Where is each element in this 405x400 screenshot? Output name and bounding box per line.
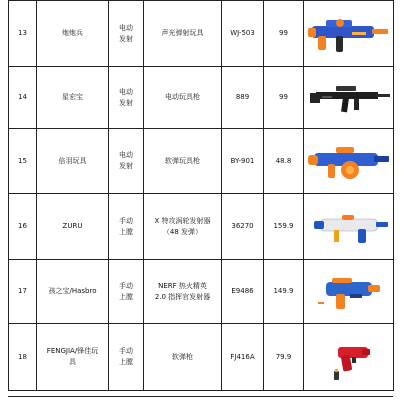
blue-orange-nerf-blaster-image (306, 266, 394, 318)
row-number: 13 (9, 1, 37, 67)
brand-cell: 炮炮兵 (37, 1, 109, 67)
black-rifle-toy-image (306, 72, 394, 124)
fire-mode-cell: 电动 发射 (109, 67, 144, 129)
table-row (9, 324, 394, 391)
brand-cell: 星宏宝 (37, 67, 109, 129)
row-number: 17 (9, 260, 37, 324)
row-number: 16 (9, 194, 37, 260)
price-cell: 159.9 (264, 194, 304, 260)
brand-cell: 孩之宝/Hasbro (37, 260, 109, 324)
model-cell: E9486 (222, 260, 264, 324)
blue-orange-motorized-blaster-image (306, 8, 394, 60)
model-cell: BY-901 (222, 129, 264, 194)
product-image-cell (304, 67, 394, 129)
blue-orange-drum-blaster-image (306, 135, 394, 187)
model-cell: 889 (222, 67, 264, 129)
product-image-cell (304, 1, 394, 67)
table-row (9, 194, 394, 260)
row-number: 14 (9, 67, 37, 129)
red-pistol-with-dart-image (306, 331, 394, 383)
brand-cell: FENGJIA/锋佳玩 具 (37, 324, 109, 391)
product-name-cell: 软弹枪 (144, 324, 222, 391)
price-cell: 48.8 (264, 129, 304, 194)
brand-cell: 倍羽玩具 (37, 129, 109, 194)
row-number: 15 (9, 129, 37, 194)
product-name-cell: NERF 热火精英 2.0 指挥官发射器 (144, 260, 222, 324)
product-image-cell (304, 129, 394, 194)
product-name-cell: 电动玩具枪 (144, 67, 222, 129)
product-image-cell (304, 260, 394, 324)
table-row (9, 67, 394, 129)
brand-cell: ZURU (37, 194, 109, 260)
table-row (9, 260, 394, 324)
row-number: 18 (9, 324, 37, 391)
fire-mode-cell: 手动 上膛 (109, 324, 144, 391)
fire-mode-cell: 手动 上膛 (109, 194, 144, 260)
price-cell: 149.9 (264, 260, 304, 324)
model-cell: WJ-503 (222, 1, 264, 67)
product-table (8, 0, 394, 391)
product-name-cell: 软弹玩具枪 (144, 129, 222, 194)
fire-mode-cell: 手动 上膛 (109, 260, 144, 324)
product-name-cell: 声光弹射玩具 (144, 1, 222, 67)
table-row (9, 1, 394, 67)
product-image-cell (304, 194, 394, 260)
model-cell: FJ416A (222, 324, 264, 391)
white-blue-turbo-blaster-image (306, 201, 394, 253)
bottom-rule (8, 396, 393, 397)
price-cell: 79.9 (264, 324, 304, 391)
table-row (9, 129, 394, 194)
price-cell: 99 (264, 1, 304, 67)
price-cell: 99 (264, 67, 304, 129)
model-cell: 36270 (222, 194, 264, 260)
fire-mode-cell: 电动 发射 (109, 129, 144, 194)
fire-mode-cell: 电动 发射 (109, 1, 144, 67)
product-image-cell (304, 324, 394, 391)
product-name-cell: X 特攻涡轮发射器 （48 发弹） (144, 194, 222, 260)
